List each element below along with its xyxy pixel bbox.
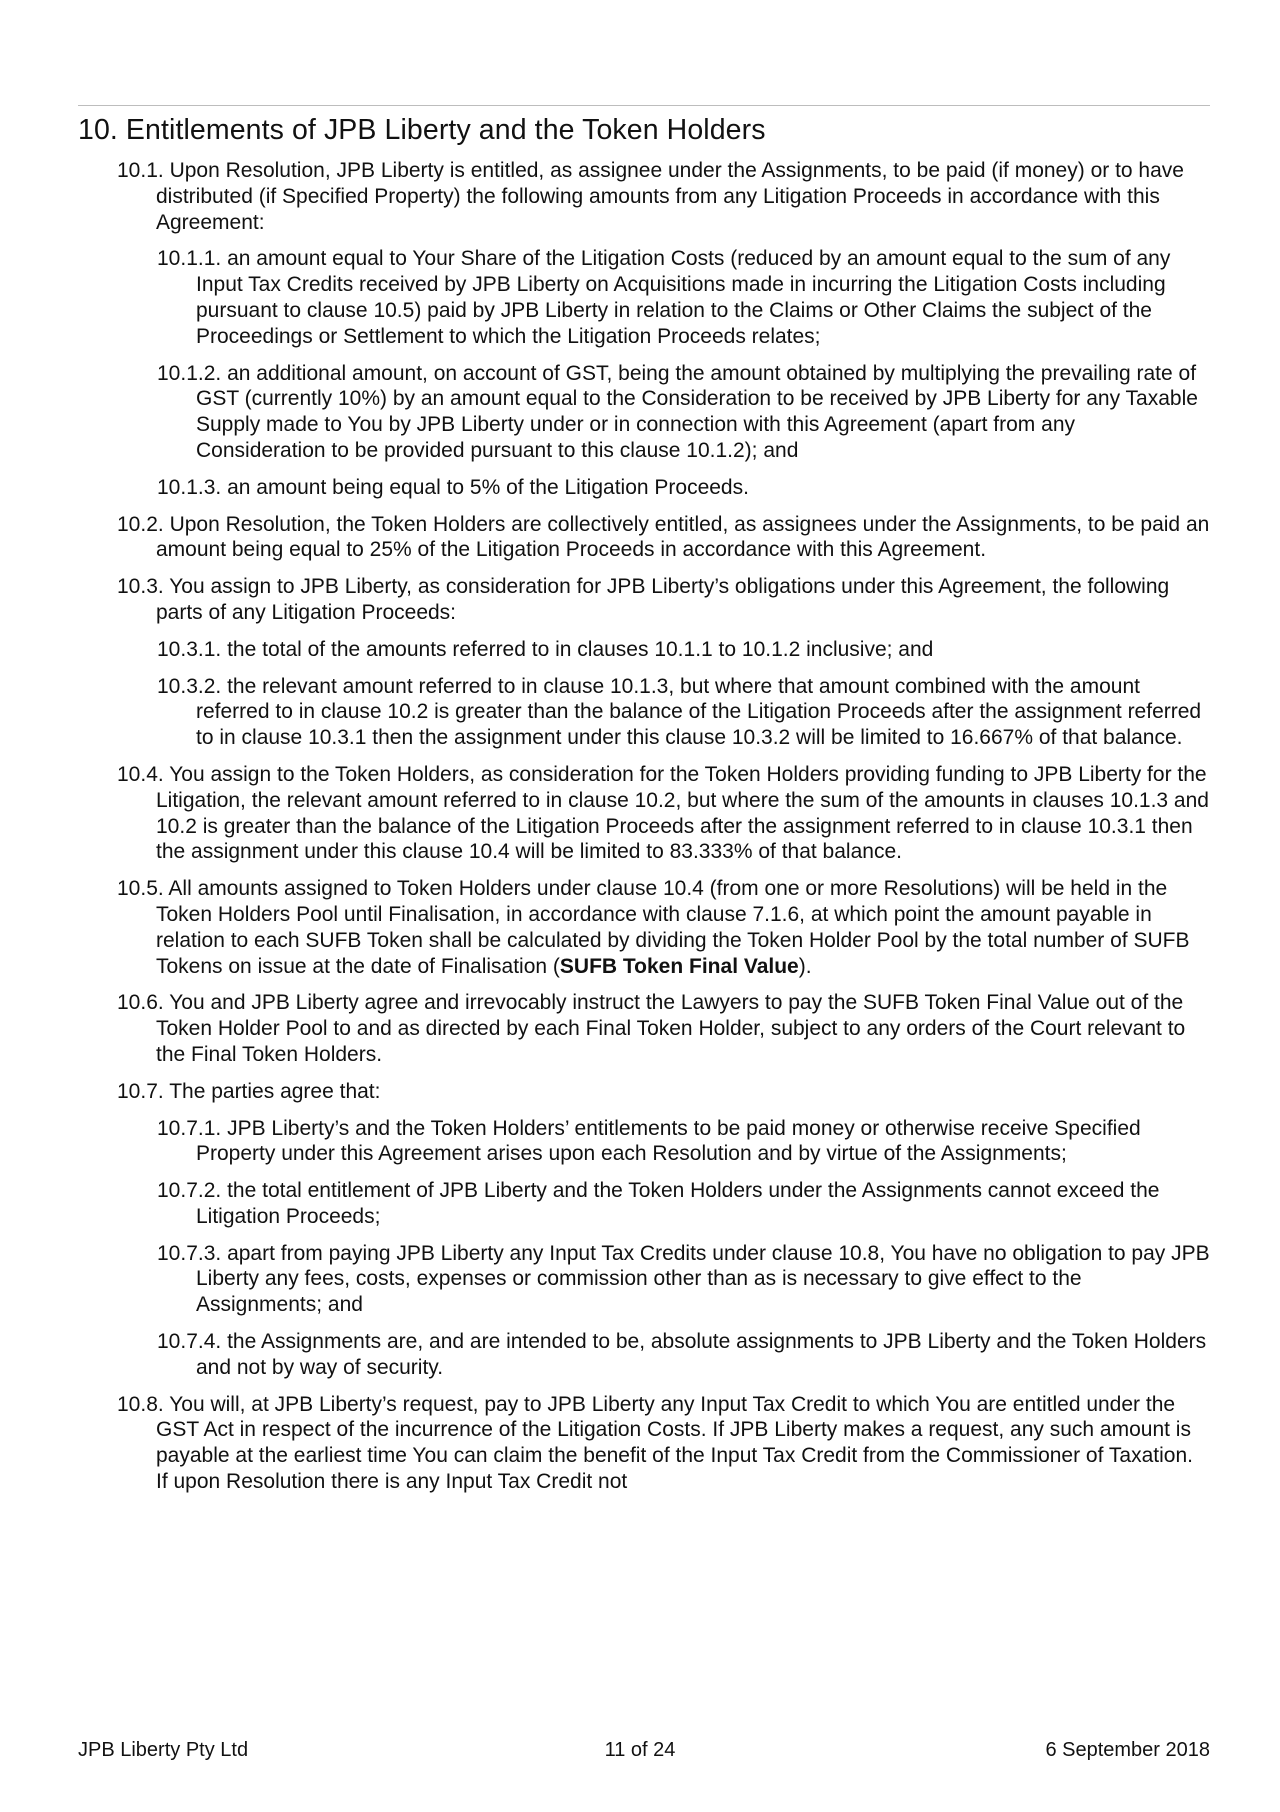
clause-number: 10.7.3.: [157, 1241, 222, 1265]
footer-date: 6 September 2018: [1045, 1739, 1210, 1761]
header-rule: [78, 105, 1210, 106]
clause-10-1-3: [157, 475, 1210, 501]
clause-text: apart from paying JPB Liberty any Input Tax Credits under clause 10.8, You have no obligation to pay JPB Liberty any fees, costs, expenses or commission other than as is necessary to give effect to the Assignments; and: [196, 1241, 1210, 1317]
footer-company: JPB Liberty Pty Ltd: [78, 1739, 249, 1761]
clause-text: an amount equal to Your Share of the Litigation Costs (reduced by an amount equal to the sum of any Input Tax Credits received by JPB Liberty on Acquisitions made in incurring the Litigation Costs including pursuant to clause 10.5) paid by JPB Liberty in relation to the Claims or Other Claims the subject of the Proceedings or Settlement to which the Litigation Proceeds relates;: [196, 247, 1171, 348]
clause-10-1-2: [157, 361, 1210, 464]
clause-number: 10.3.1.: [157, 637, 222, 661]
clause-10-3: [117, 574, 1210, 626]
clause-text: You assign to JPB Liberty, as consideration for JPB Liberty’s obligations under this Agreement, the following parts of any Litigation Proceeds:: [156, 575, 1170, 624]
clause-10-7-1: [157, 1116, 1210, 1168]
clause-text: the total of the amounts referred to in clauses 10.1.1 to 10.1.2 inclusive; and: [227, 637, 934, 661]
clause-text: an additional amount, on account of GST, being the amount obtained by multiplying the prevailing rate of GST (currently 10%) by an amount equal to the Consideration to be received by JPB Liberty for any Taxable Supply made to You by JPB Liberty under or in connection with this Agreement (apart from any Consideration to be provided pursuant to this clause 10.1.2); and: [196, 361, 1198, 462]
clause-10-7-3: [157, 1241, 1210, 1318]
clause-number: 10.1.2.: [157, 361, 222, 385]
clause-text: You assign to the Token Holders, as consideration for the Token Holders providing funding to JPB Liberty for the Litigation, the relevant amount referred to in clause 10.2, but where the sum of the amounts in clauses 10.1.3 and 10.2 is greater than the balance of the Litigation Proceeds after the assignment referred to in clause 10.3.1 then the assignment under this clause 10.4 will be limited to 83.333% of that balance.: [156, 762, 1209, 864]
clause-number: 10.1.1.: [157, 247, 222, 271]
clause-number: 10.1.3.: [157, 475, 222, 499]
clause-text: You will, at JPB Liberty’s request, pay to JPB Liberty any Input Tax Credit to which You are entitled under the GST Act in respect of the incurrence of the Litigation Costs. If JPB Liberty makes a request, any such amount is payable at the earliest time You can claim the benefit of the Input Tax Credit from the Commissioner of Taxation. If upon Resolution there is any Input Tax Credit not: [156, 1392, 1193, 1494]
clause-10-4: [117, 762, 1210, 865]
clause-number: 10.7.: [117, 1079, 164, 1103]
clause-number: 10.7.4.: [157, 1330, 222, 1354]
clause-10-7: [117, 1079, 1210, 1105]
clause-text: The parties agree that:: [169, 1079, 381, 1103]
clause-10-7-2: [157, 1178, 1210, 1230]
clause-number: 10.6.: [117, 991, 164, 1015]
clause-10-2: [117, 512, 1210, 564]
defined-term: SUFB Token Final Value: [559, 954, 799, 978]
clause-text: JPB Liberty’s and the Token Holders’ entitlements to be paid money or otherwise receive Specified Property under this Agreement arises upon each Resolution and by virtue of the Assignments;: [196, 1116, 1141, 1166]
clause-10-6: [117, 990, 1210, 1067]
footer-page-number: 11 of 24: [604, 1739, 676, 1761]
section-heading: 10. Entitlements of JPB Liberty and the Token Holders: [78, 114, 766, 146]
clause-number: 10.7.1.: [157, 1116, 222, 1140]
clause-10-1: [117, 158, 1210, 235]
clause-text: Upon Resolution, the Token Holders are collectively entitled, as assignees under the Assignments, to be paid an amount being equal to 25% of the Litigation Proceeds in accordance with this Agreement.: [156, 512, 1210, 562]
clause-number: 10.8.: [117, 1392, 164, 1416]
clause-number: 10.4.: [117, 762, 164, 786]
clause-number: 10.3.: [117, 575, 164, 599]
clause-10-1-1: [157, 246, 1210, 349]
document-body: [0, 158, 1280, 1506]
clause-number: 10.1.: [117, 159, 164, 182]
clause-text: All amounts assigned to Token Holders under clause 10.4 (from one or more Resolutions) will be held in the Token Holders Pool until Finalisation, in accordance with clause 7.1.6, at which point the amount payable in relation to each SUFB Token shall be calculated by dividing the Token Holder Pool by the total number of SUFB Tokens on issue at the date of Finalisation (: [156, 877, 1190, 978]
clause-text-end: ).: [798, 954, 812, 978]
clause-number: 10.3.2.: [157, 674, 222, 698]
clause-text: the Assignments are, and are intended to be, absolute assignments to JPB Liberty and the Token Holders and not by way of security.: [196, 1330, 1207, 1379]
clause-text: Upon Resolution, JPB Liberty is entitled, as assignee under the Assignments, to be paid (if money) or to have distributed (if Specified Property) the following amounts from any Litigation Proceeds in accordance with this Agreement:: [156, 159, 1184, 234]
clause-text: the total entitlement of JPB Liberty and the Token Holders under the Assignments cannot exceed the Litigation Proceeds;: [196, 1179, 1160, 1228]
clause-10-3-1: [157, 637, 1210, 663]
clause-number: 10.2.: [117, 512, 164, 536]
clause-text: an amount being equal to 5% of the Litigation Proceeds.: [227, 475, 749, 499]
clause-text: You and JPB Liberty agree and irrevocably instruct the Lawyers to pay the SUFB Token Final Value out of the Token Holder Pool to and as directed by each Final Token Holder, subject to any orders of the Court relevant to the Final Token Holders.: [156, 991, 1186, 1066]
clause-number: 10.7.2.: [157, 1179, 222, 1203]
clause-number: 10.5.: [117, 877, 164, 901]
clause-10-5: [117, 876, 1210, 979]
clause-10-3-2: [157, 674, 1210, 751]
clause-10-7-4: [157, 1329, 1210, 1381]
clause-text: the relevant amount referred to in clause 10.1.3, but where that amount combined with the amount referred to in clause 10.2 is greater than the balance of the Litigation Proceeds after the assignment referred to in clause 10.3.1 then the assignment under this clause 10.3.2 will be limited to 16.667% of that balance.: [196, 674, 1202, 750]
clause-10-8: [117, 1392, 1210, 1495]
